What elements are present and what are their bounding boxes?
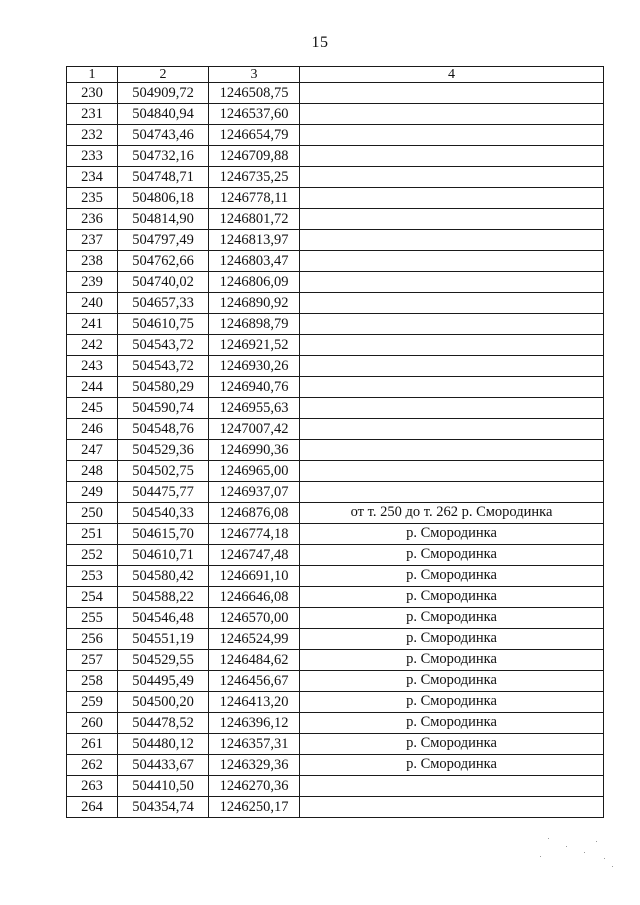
table-row [67,650,604,671]
point-number-cell: 230 [67,83,118,104]
y-coordinate-cell: 1246803,47 [209,251,300,272]
description-cell: р. Смородинка [300,524,604,545]
table-row [67,83,604,104]
point-number-cell: 257 [67,650,118,671]
x-coordinate-cell: 504580,42 [118,566,209,587]
point-number-cell: 249 [67,482,118,503]
x-coordinate-cell: 504548,76 [118,419,209,440]
y-coordinate-cell: 1246921,52 [209,335,300,356]
point-number-cell: 244 [67,377,118,398]
x-coordinate-cell: 504354,74 [118,797,209,818]
table-row [67,293,604,314]
y-coordinate-cell: 1247007,42 [209,419,300,440]
description-cell [300,461,604,482]
point-number-cell: 259 [67,692,118,713]
point-number-cell: 234 [67,167,118,188]
column-header-point-number: 1 [67,67,118,83]
point-number-cell: 237 [67,230,118,251]
x-coordinate-cell: 504806,18 [118,188,209,209]
scan-speck [596,841,597,842]
x-coordinate-cell: 504551,19 [118,629,209,650]
x-coordinate-cell: 504814,90 [118,209,209,230]
point-number-cell: 241 [67,314,118,335]
description-cell: р. Смородинка [300,545,604,566]
table-row [67,629,604,650]
table-row [67,314,604,335]
y-coordinate-cell: 1246654,79 [209,125,300,146]
x-coordinate-cell: 504909,72 [118,83,209,104]
table-row [67,482,604,503]
x-coordinate-cell: 504743,46 [118,125,209,146]
y-coordinate-cell: 1246646,08 [209,587,300,608]
table-row [67,566,604,587]
x-coordinate-cell: 504610,71 [118,545,209,566]
x-coordinate-cell: 504610,75 [118,314,209,335]
point-number-cell: 256 [67,629,118,650]
y-coordinate-cell: 1246955,63 [209,398,300,419]
description-cell [300,797,604,818]
x-coordinate-cell: 504410,50 [118,776,209,797]
x-coordinate-cell: 504433,67 [118,755,209,776]
coordinates-table [66,66,604,818]
table-body [67,83,604,818]
scan-speck [584,852,585,853]
point-number-cell: 262 [67,755,118,776]
x-coordinate-cell: 504478,52 [118,713,209,734]
point-number-cell: 246 [67,419,118,440]
point-number-cell: 240 [67,293,118,314]
y-coordinate-cell: 1246456,67 [209,671,300,692]
table-row [67,524,604,545]
x-coordinate-cell: 504797,49 [118,230,209,251]
table-row [67,545,604,566]
point-number-cell: 261 [67,734,118,755]
x-coordinate-cell: 504840,94 [118,104,209,125]
description-cell [300,440,604,461]
y-coordinate-cell: 1246890,92 [209,293,300,314]
description-cell [300,272,604,293]
scan-speck [612,866,613,867]
point-number-cell: 247 [67,440,118,461]
description-cell [300,398,604,419]
description-cell: р. Смородинка [300,671,604,692]
table-row [67,608,604,629]
point-number-cell: 252 [67,545,118,566]
point-number-cell: 242 [67,335,118,356]
description-cell [300,209,604,230]
y-coordinate-cell: 1246801,72 [209,209,300,230]
point-number-cell: 264 [67,797,118,818]
point-number-cell: 251 [67,524,118,545]
point-number-cell: 235 [67,188,118,209]
x-coordinate-cell: 504529,36 [118,440,209,461]
description-cell [300,335,604,356]
y-coordinate-cell: 1246940,76 [209,377,300,398]
x-coordinate-cell: 504540,33 [118,503,209,524]
y-coordinate-cell: 1246806,09 [209,272,300,293]
column-header-x-coordinate: 2 [118,67,209,83]
description-cell: от т. 250 до т. 262 р. Смородинка [300,503,604,524]
table-row [67,440,604,461]
header-row [67,67,604,83]
y-coordinate-cell: 1246537,60 [209,104,300,125]
table-row [67,272,604,293]
description-cell [300,251,604,272]
point-number-cell: 263 [67,776,118,797]
description-cell [300,230,604,251]
y-coordinate-cell: 1246570,00 [209,608,300,629]
x-coordinate-cell: 504740,02 [118,272,209,293]
x-coordinate-cell: 504529,55 [118,650,209,671]
table-row [67,734,604,755]
description-cell: р. Смородинка [300,629,604,650]
table-row [67,209,604,230]
y-coordinate-cell: 1246965,00 [209,461,300,482]
y-coordinate-cell: 1246329,36 [209,755,300,776]
point-number-cell: 231 [67,104,118,125]
description-cell: р. Смородинка [300,608,604,629]
y-coordinate-cell: 1246930,26 [209,356,300,377]
point-number-cell: 233 [67,146,118,167]
description-cell [300,125,604,146]
y-coordinate-cell: 1246937,07 [209,482,300,503]
column-header-y-coordinate: 3 [209,67,300,83]
y-coordinate-cell: 1246524,99 [209,629,300,650]
table-row [67,104,604,125]
table-row [67,377,604,398]
description-cell [300,356,604,377]
description-cell: р. Смородинка [300,587,604,608]
x-coordinate-cell: 504480,12 [118,734,209,755]
x-coordinate-cell: 504502,75 [118,461,209,482]
point-number-cell: 255 [67,608,118,629]
table-row [67,251,604,272]
x-coordinate-cell: 504580,29 [118,377,209,398]
table-row [67,230,604,251]
description-cell [300,377,604,398]
table-row [67,797,604,818]
table-row [67,146,604,167]
description-cell [300,104,604,125]
point-number-cell: 258 [67,671,118,692]
table-row [67,398,604,419]
x-coordinate-cell: 504590,74 [118,398,209,419]
table-row [67,755,604,776]
point-number-cell: 232 [67,125,118,146]
x-coordinate-cell: 504732,16 [118,146,209,167]
point-number-cell: 260 [67,713,118,734]
table-row [67,671,604,692]
y-coordinate-cell: 1246484,62 [209,650,300,671]
description-cell [300,146,604,167]
scan-speck [548,838,549,839]
x-coordinate-cell: 504748,71 [118,167,209,188]
x-coordinate-cell: 504475,77 [118,482,209,503]
table-row [67,125,604,146]
x-coordinate-cell: 504615,70 [118,524,209,545]
x-coordinate-cell: 504495,49 [118,671,209,692]
table-row [67,167,604,188]
y-coordinate-cell: 1246413,20 [209,692,300,713]
table-row [67,188,604,209]
x-coordinate-cell: 504500,20 [118,692,209,713]
page-number: 15 [311,34,329,51]
table-row [67,419,604,440]
y-coordinate-cell: 1246508,75 [209,83,300,104]
description-cell: р. Смородинка [300,755,604,776]
x-coordinate-cell: 504762,66 [118,251,209,272]
point-number-cell: 253 [67,566,118,587]
y-coordinate-cell: 1246691,10 [209,566,300,587]
description-cell [300,188,604,209]
description-cell: р. Смородинка [300,692,604,713]
y-coordinate-cell: 1246709,88 [209,146,300,167]
description-cell [300,776,604,797]
y-coordinate-cell: 1246747,48 [209,545,300,566]
description-cell [300,419,604,440]
x-coordinate-cell: 504546,48 [118,608,209,629]
table-header [67,67,604,83]
description-cell: р. Смородинка [300,734,604,755]
point-number-cell: 254 [67,587,118,608]
y-coordinate-cell: 1246270,36 [209,776,300,797]
description-cell: р. Смородинка [300,713,604,734]
y-coordinate-cell: 1246250,17 [209,797,300,818]
y-coordinate-cell: 1246990,36 [209,440,300,461]
x-coordinate-cell: 504588,22 [118,587,209,608]
y-coordinate-cell: 1246774,18 [209,524,300,545]
description-cell [300,83,604,104]
table-row [67,461,604,482]
point-number-cell: 248 [67,461,118,482]
table-row [67,587,604,608]
point-number-cell: 239 [67,272,118,293]
description-cell: р. Смородинка [300,566,604,587]
description-cell [300,314,604,335]
table-row [67,356,604,377]
description-cell [300,167,604,188]
x-coordinate-cell: 504543,72 [118,335,209,356]
scan-speck [604,858,605,859]
y-coordinate-cell: 1246735,25 [209,167,300,188]
y-coordinate-cell: 1246778,11 [209,188,300,209]
y-coordinate-cell: 1246357,31 [209,734,300,755]
scan-speck [540,856,541,857]
y-coordinate-cell: 1246898,79 [209,314,300,335]
scan-speck [566,846,567,847]
y-coordinate-cell: 1246396,12 [209,713,300,734]
point-number-cell: 245 [67,398,118,419]
x-coordinate-cell: 504543,72 [118,356,209,377]
point-number-cell: 243 [67,356,118,377]
point-number-cell: 236 [67,209,118,230]
description-cell: р. Смородинка [300,650,604,671]
y-coordinate-cell: 1246813,97 [209,230,300,251]
table-row [67,692,604,713]
table-row [67,503,604,524]
table-row [67,335,604,356]
column-header-description: 4 [300,67,604,83]
point-number-cell: 238 [67,251,118,272]
y-coordinate-cell: 1246876,08 [209,503,300,524]
description-cell [300,482,604,503]
description-cell [300,293,604,314]
x-coordinate-cell: 504657,33 [118,293,209,314]
table-row [67,776,604,797]
table-row [67,713,604,734]
point-number-cell: 250 [67,503,118,524]
